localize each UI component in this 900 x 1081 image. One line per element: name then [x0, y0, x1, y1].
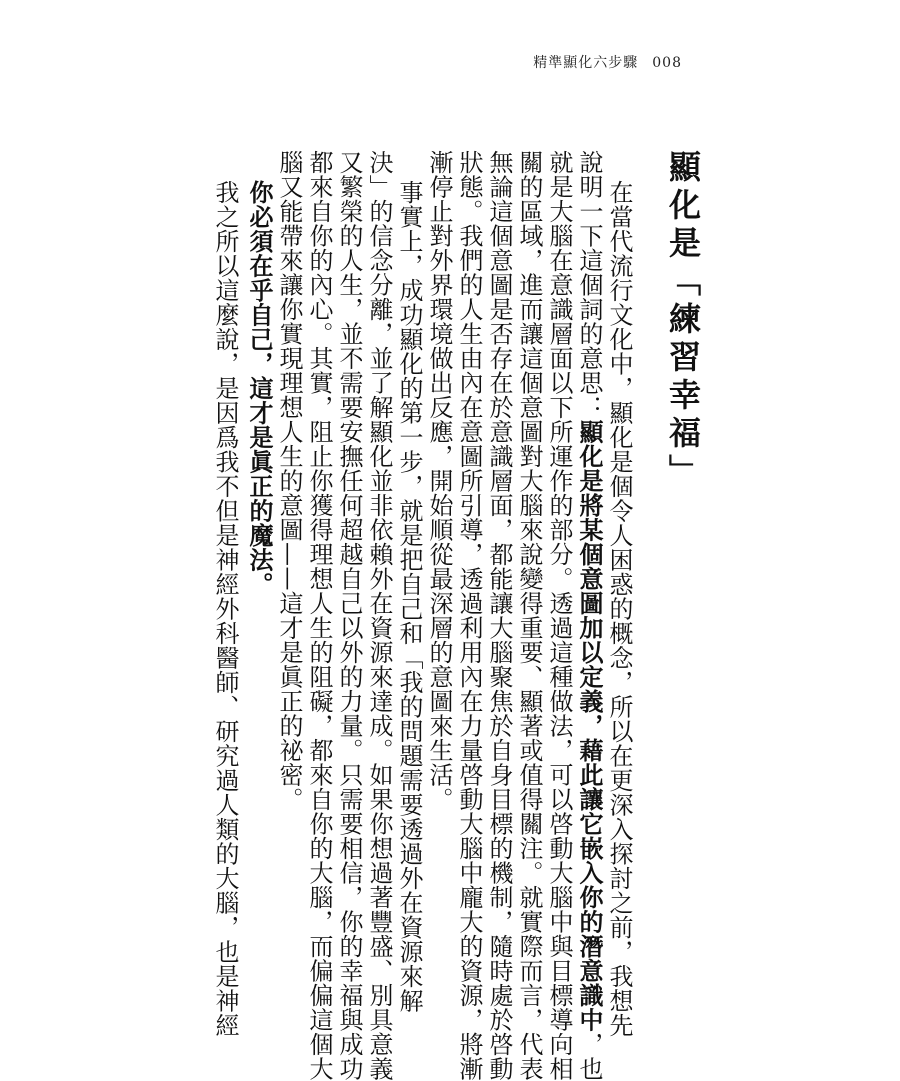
paragraph-line: 無論這個意圖是否存在於意識層面，都能讓大腦聚焦於自身目標的機制，隨時處於啓動	[485, 150, 513, 1081]
paragraph-line	[574, 150, 604, 1081]
paragraph-line: 都來自你的內心。其實，阻止你獲得理想人生的阻礙，都來自你的大腦，而偏偏這個大	[305, 150, 333, 1081]
page-number: 008	[652, 55, 682, 71]
line-text: 說明一下這個詞的意思：	[575, 150, 603, 420]
running-header	[533, 52, 682, 72]
bold-definition: 顯化是將某個意圖加以定義，藉此讓它嵌入你的潛意識中	[575, 419, 603, 1032]
paragraph-line: 在當代流行文化中，顯化是個令人困惑的概念，所以在更深入探討之前，我想先	[605, 180, 633, 1038]
paragraph-line: 我之所以這麼說，是因爲我不但是神經外科醫師、研究過人類的大腦，也是神經	[211, 180, 239, 1038]
paragraph-line: 事實上，成功顯化的第一步，就是把自己和「我的問題需要透過外在資源來解	[395, 180, 423, 1013]
paragraph-line: 就是大腦在意識層面以下所運作的部分。透過這種做法，可以啓動大腦中與目標導向相	[545, 150, 573, 1081]
section-heading: 顯化是「練習幸福」	[664, 150, 702, 492]
paragraph-line: 狀態。我們的人生由內在意圖所引導，透過利用內在力量啓動大腦中龐大的資源，將漸	[455, 150, 483, 1081]
bold-statement: 你必須在乎自己，這才是眞正的魔法。	[245, 180, 273, 597]
paragraph-line: 又繁榮的人生，並不需要安撫任何超越自己以外的力量。只需要相信，你的幸福與成功	[335, 150, 363, 1081]
paragraph-line: 決」的信念分離，並了解顯化並非依賴外在資源來達成。如果你想過著豐盛、別具意義	[365, 150, 393, 1081]
paragraph-line: 漸停止對外界環境做出反應，開始順從最深層的意圖來生活。	[425, 150, 453, 812]
line-text: ，也	[575, 1032, 603, 1081]
paragraph-line: 關的區域，進而讓這個意圖對大腦來說變得重要、顯著或值得關注。就實際而言，代表	[515, 150, 543, 1081]
paragraph-line: 腦又能帶來讓你實現理想人生的意圖——這才是眞正的祕密。	[275, 150, 303, 812]
running-title: 精準顯化六步驟	[533, 55, 639, 71]
